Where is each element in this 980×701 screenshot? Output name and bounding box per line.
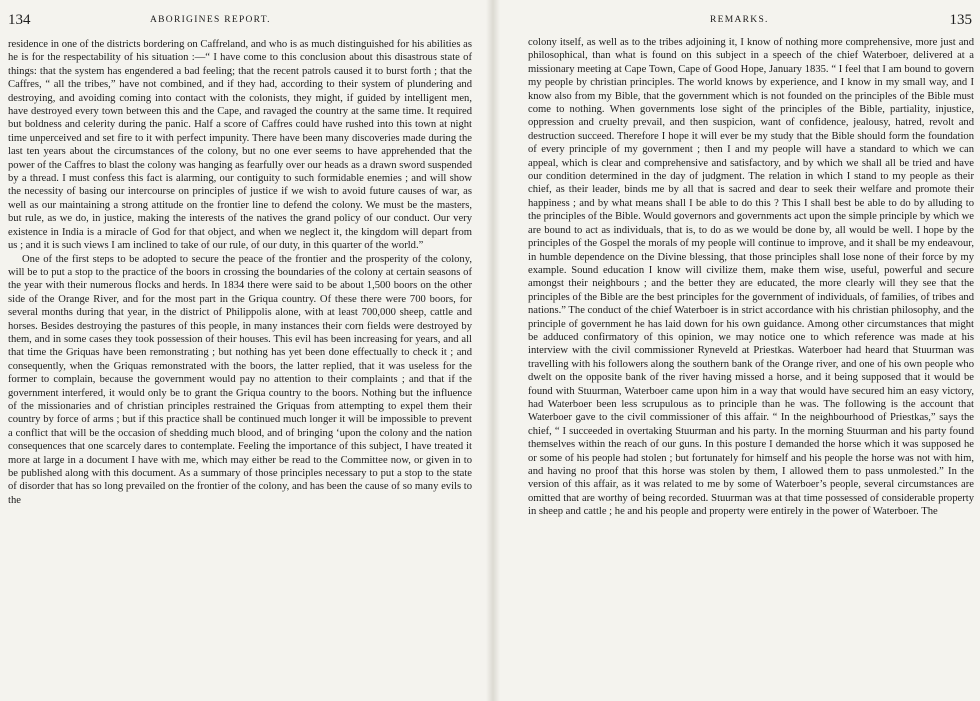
left-page-number: 134 xyxy=(8,12,31,28)
right-page-body xyxy=(528,36,974,519)
left-paragraph-2: One of the first steps to be adopted to secure the peace of the frontier and the prosperity of the colony, will be to put a stop to the practice of the boors in crossing the boundaries of the colony at certain seasons of the year with their numerous flocks and herds. In 1834 there were said to be about 1,500 boors on the other side of the Orange River, and for the most part in the Griqua country. Of these there were 700 boors, for several months during that year, in the district of Philippolis alone, with at least 700,000 sheep, cattle and horses. Besides destroying the pastures of this people, in many instances their corn fields were destroyed by them, and in some cases they took possession of their houses. This evil has been increasing for years, and all that time the Griquas have been remonstrating ; but nothing has yet been done effectually to check it ; and consequently, when the Griquas remonstrated with the boors, the latter replied, that it was useless for the former to complain, because the government would pay no attention to their complaints ; and that if the government interfered, it would only be to grant the Griqua country to the boors. Nothing but the influence of the missionaries and of christian principles restrained the Griquas from attempting to expel them their country by force of arms ; but if this practice shall be continued much longer it will be impossible to prevent a conflict that will be the occasion of shedding much blood, and of bringing ‘upon the colony and the nation consequences that one scarcely dares to contemplate. Feeling the importance of this subject, I have treated it more at large in a document I have with me, which may either be read to the Committee now, or given in to be published along with this document. As a summary of those principles necessary to put a stop to the state of disorder that has so long prevailed on the frontier of the colony, and has been the cause of so many evils to the xyxy=(8,253,472,506)
right-page-header xyxy=(500,12,980,28)
left-running-head: ABORIGINES REPORT. xyxy=(150,15,271,25)
left-paragraph-1: residence in one of the districts bordering on Caffreland, and who is as much distinguished for his abilities as he is for the respectability of his situation :—“ I have come to this conclusion about this disastrous state of things: that the system has engendered a bad feeling; that the recent patrols caused it to burst forth ; that the Caffres, “ all the tribes,” have not combined, and if they had, according to their system of plundering and destroying, and avoiding coming into contact with the colonists, they might, if guided by intelligent men, have destroyed every town between this and the Cape, and ravaged the country at the same time. It required but boldness and celerity during the panic. Half a score of Caffres could have rushed into this town at night time unperceived and set fire to it with perfect impunity. There have been many discoveries made during the last ten years about the circumstances of the colony, but no one ever seems to have apprehended that the power of the Caffres to blast the colony was hanging as fearfully over our heads as a drawn sword suspended by a thread. I must confess this fact is alarming, our contiguity to such formidable enemies ; and will show the necessity of basing our intercourse on principles of justice if we wish to avoid future causes of war, as well as our maintaining a strong attitude on the frontier line to defend the colony. We must be the masters, but rule, as we do, in justice, making the interests of the natives the grand policy of our conduct. Our very existence in India is a miracle of God for that object, and when we neglect it, the kingdom will depart from us ; and it is such views I am inclined to take of our rule, of our duty, in this quarter of the world.” xyxy=(8,39,472,252)
left-page-body xyxy=(8,38,472,507)
left-page xyxy=(0,0,488,701)
book-gutter xyxy=(486,0,500,701)
right-paragraph-1: colony itself, as well as to the tribes adjoining it, I know of nothing more comprehensive, more just and philosophical, than what is found on this subject in a speech of the chief Waterboer, delivered at a missionary meeting at Cape Town, Cape of Good Hope, January 1835. “ I feel that I am bound to govern my people by christian principles. The world knows by experience, and I know in my small way, and I know also from my Bible, that the government which is not founded on the principles of the Bible must come to nothing. When governments lose sight of the principles of the Bible, partiality, injustice, oppression and cruelty prevail, and then suspicion, want of confidence, jealousy, hatred, revolt and destruction succeed. Therefore I hope it will ever be my study that the Bible should form the foundation of every principle of my government ; then I and my people will have a standard to which we can appeal, which is clear and comprehensive and satisfactory, and by which we shall all be tried and have our condition determined in the day of judgment. The relation in which I stand to my people as their chief, as their leader, binds me by all that is sacred and dear to seek their welfare and promote their happiness ; and by what means shall I be able to do this ? This I shall best be able to do by alluding to the principles of the Bible. Would governors and governments act upon the simple principle by which we are bound to act as individuals, that is, to do as we would be done by, all would be well. I hope by the principles of the Gospel the morals of my people will continue to improve, and it shall be my endeavour, in humble dependence on the Divine blessing, that those principles shall lose none of their force by my example. Sound education I know will civilize them, make them wise, useful, powerful and secure amongst their neighbours ; and the better they are educated, the more clearly will they see that the principles of the Bible are the best principles for the government of individuals, of families, of tribes and nations.” The conduct of the chief Waterboer is in strict accordance with his christian philosophy, and the principle of government he has laid down for his own guidance. Among other circumstances that might be adduced confirmatory of this opinion, we may notice one to which reference was made at his interview with the civil commissioner Ryneveld at Priestkas. Waterboer had heard that Stuurman was travelling with his followers along the southern bank of the Orange river, and one of his own people who dwelt on the opposite bank of the river having missed a horse, and it being supposed that it would be found with Stuurman, Waterboer came upon him in a way that would have secured him an easy victory, had Waterboer been less scrupulous as to principle than he was. The following is the account that Waterboer gave to the civil commissioner of this affair. “ In the neighbourhood of Priestkas,” says the chief, “ I succeeded in overtaking Stuurman and his party. In the morning Stuurman and his party found themselves within the reach of our guns. In this posture I demanded the horse which it was supposed he or some of his people had stolen ; but fortunately for himself and his people the horse was not with him, and having no proof that this horse was stolen by them, I allowed them to pass unmolested.” In the version of this affair, as it was related to me by some of Waterboer’s people, several circumstances are omitted that are worthy of being recorded. Stuurman was at that time possessed of considerable property in sheep and cattle ; he and his people and property were entirely in the power of Waterboer. The xyxy=(528,37,974,518)
left-page-header xyxy=(0,12,488,28)
right-running-head: REMARKS. xyxy=(710,15,769,25)
right-page-number: 135 xyxy=(949,12,972,28)
right-page xyxy=(500,0,980,701)
